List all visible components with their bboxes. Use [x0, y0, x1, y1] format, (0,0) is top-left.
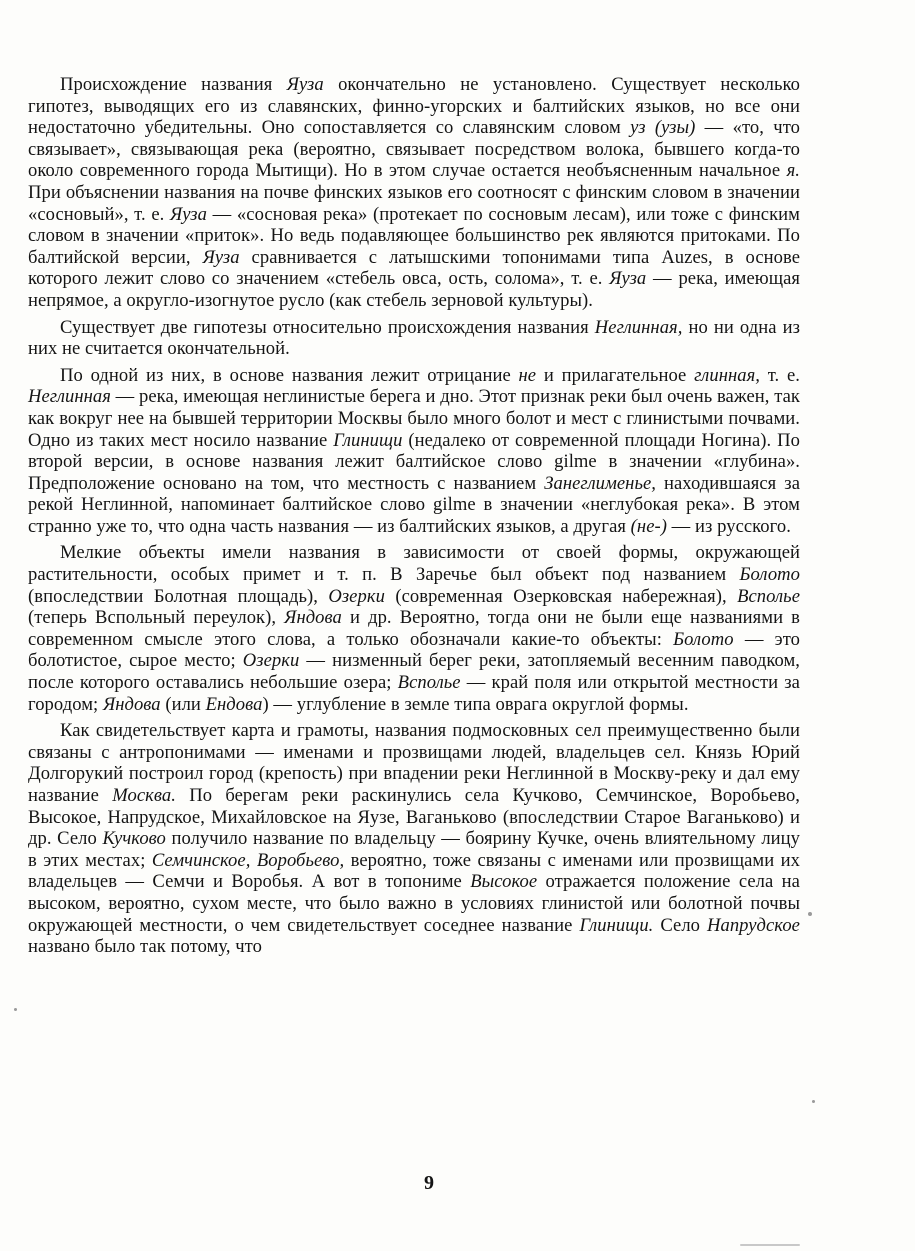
italic-term: Яндова — [102, 693, 161, 715]
text-run: Происхождение названия — [60, 74, 287, 95]
text-run: — из русского. — [666, 515, 791, 537]
italic-term: Ендова — [205, 693, 263, 715]
text-run: окончательно не установлено. Существует несколько гипотез, выводящих его из славянских, финно-угорских и балтийских языков, но все они недостаточно убедительны. Оно сопоставляется со славянским словом — [28, 74, 800, 139]
text-run: Село — [653, 914, 708, 936]
text-run: Существует две гипотезы относительно происхождения названия — [60, 316, 595, 338]
scan-smudge — [740, 1244, 800, 1246]
italic-term: Яндова — [284, 607, 342, 629]
text-run: вероятно, тоже связаны с именами или прозвищами их владельцев — Семчи и Воробья. А вот в топониме — [28, 849, 800, 893]
italic-term: Яуза — [202, 246, 240, 268]
italic-term: Яуза — [169, 203, 207, 225]
page-number: 9 — [424, 1172, 434, 1194]
text-run: (или — [160, 693, 206, 715]
text-run: Как свидетельствует карта и грамоты, названия подмосковных сел преимущественно были связаны с антропонимами — именами и прозвищами людей, владельцев сел. Князь Юрий Долгорукий построил город (крепость) при впадении реки Неглинной в Москву-реку и дал ему название — [28, 720, 800, 806]
italic-term: Всполье — [397, 672, 461, 694]
text-run: но ни одна из них не считается окончательной. — [28, 316, 800, 360]
text-run: (современная Озерковская набережная), — [384, 585, 738, 607]
italic-term: Болото — [739, 564, 800, 586]
text-run: — это болотистое, сырое место; — [28, 628, 800, 672]
text-run: — низменный берег реки, затопляемый весенним паводком, после которого оставались небольшие озера; — [28, 650, 800, 694]
text-run: отражается положение села на высоком, вероятно, сухом месте, что было важно в условиях глинистой или болотной почвы окружающей местности, о чем свидетельствует соседнее название — [28, 871, 800, 936]
italic-term: Москва. — [112, 785, 176, 806]
italic-term: глинная, — [694, 364, 760, 386]
text-run: т. е. — [759, 364, 801, 386]
text-run: (впоследствии Болотная площадь), — [28, 585, 329, 607]
italic-term: Яуза — [286, 74, 324, 95]
italic-term: Яуза — [609, 268, 647, 290]
italic-term: Занеглименье, — [544, 472, 656, 494]
italic-term: Озерки — [242, 650, 300, 672]
text-run: — река, имеющая неглинистые берега и дно. Этот признак реки был очень важен, так как вокруг нее на бывшей территории Москвы было много болот и мест с глинистыми почвами. Одно из таких мест носило название — [28, 386, 800, 451]
italic-term: Глинищи — [333, 429, 403, 451]
paragraph — [28, 317, 800, 360]
italic-term: уз (узы) — [630, 117, 696, 139]
text-run: и прилагательное — [536, 364, 695, 386]
text-run: находившаяся за рекой Неглинной, напоминает балтийское слово gilme в значении «неглубокая река». В этом странно уже то, что одна часть названия — из балтийских языков, а другая — [28, 472, 800, 537]
text-run: получило название по владельцу — боярину Кучке, очень влиятельному лицу в этих местах; — [28, 828, 800, 871]
text-run: — край поля или открытой местности за городом; — [28, 672, 800, 715]
italic-term: Неглинная — [28, 386, 111, 408]
text-run: (недалеко от современной площади Ногина). По второй версии, в основе названия лежит балтийское слово gilme в значении «глубина». Предположение основано на том, что местность с названием — [28, 429, 800, 494]
italic-term: не — [518, 364, 537, 386]
italic-term: я. — [786, 160, 800, 182]
scan-speck — [808, 912, 812, 916]
paragraph — [28, 542, 800, 715]
italic-term: Высокое — [470, 871, 538, 893]
text-run: названо было так потому, что — [28, 936, 262, 958]
italic-term: Семчинское, Воробьево, — [151, 849, 345, 871]
text-run: сравнивается с латышскими топонимами типа Auzes, в основе которого лежит слово со значением «стебель овса, ость, солома», т. е. — [28, 246, 800, 290]
italic-term: Всполье — [737, 585, 800, 607]
italic-term: (не-) — [630, 515, 667, 537]
text-run: — «то, что связывает», связывающая река (вероятно, связывает посредством волока, бывшего когда-то около современного города Мытищи). Но в этом случае остается необъясненным начальное — [28, 117, 800, 182]
text-run: — «сосновая река» (протекает по сосновым лесам), или тоже с финским словом в значении «приток». Но ведь подавляющее большинство рек являются притоками. По балтийской версии, — [28, 203, 800, 268]
paragraph — [28, 720, 800, 958]
text-run: По берегам реки раскинулись села Кучково, Семчинское, Воробьево, Высокое, Напрудское, Михайловское на Яузе, Ваганьково (впоследствии Старое Ваганьково) и др. Село — [28, 785, 800, 850]
text-run: ) — углубление в земле типа оврага округлой формы. — [262, 693, 689, 715]
scan-speck — [14, 1008, 17, 1011]
italic-term: Озерки — [328, 585, 385, 607]
text-run: — река, имеющая непрямое, а округло-изогнутое русло (как стебель зерновой культуры). — [28, 268, 800, 311]
text-run: При объяснении названия на почве финских языков его соотносят с финским словом в значении «сосновый», т. е. — [28, 181, 800, 225]
text-run: и др. Вероятно, тогда они не были еще названиями в современном смысле этого слова, а только обозначали какие-то объекты: — [28, 607, 800, 650]
text-run: (теперь Вспольный переулок), — [28, 607, 285, 629]
text-run: Мелкие объекты имели названия в зависимости от своей формы, окружающей растительности, особых примет и т. п. В Заречье был объект под названием — [28, 542, 800, 586]
paragraph — [28, 74, 800, 312]
text-run: По одной из них, в основе названия лежит отрицание — [60, 364, 519, 386]
paragraph — [28, 365, 800, 538]
body-text — [28, 74, 800, 963]
italic-term: Глинищи. — [579, 914, 654, 936]
italic-term: Болото — [673, 628, 734, 650]
italic-term: Напрудское — [707, 914, 800, 936]
scan-speck — [812, 1100, 815, 1103]
italic-term: Кучково — [102, 828, 166, 850]
italic-term: Неглинная, — [594, 316, 683, 338]
